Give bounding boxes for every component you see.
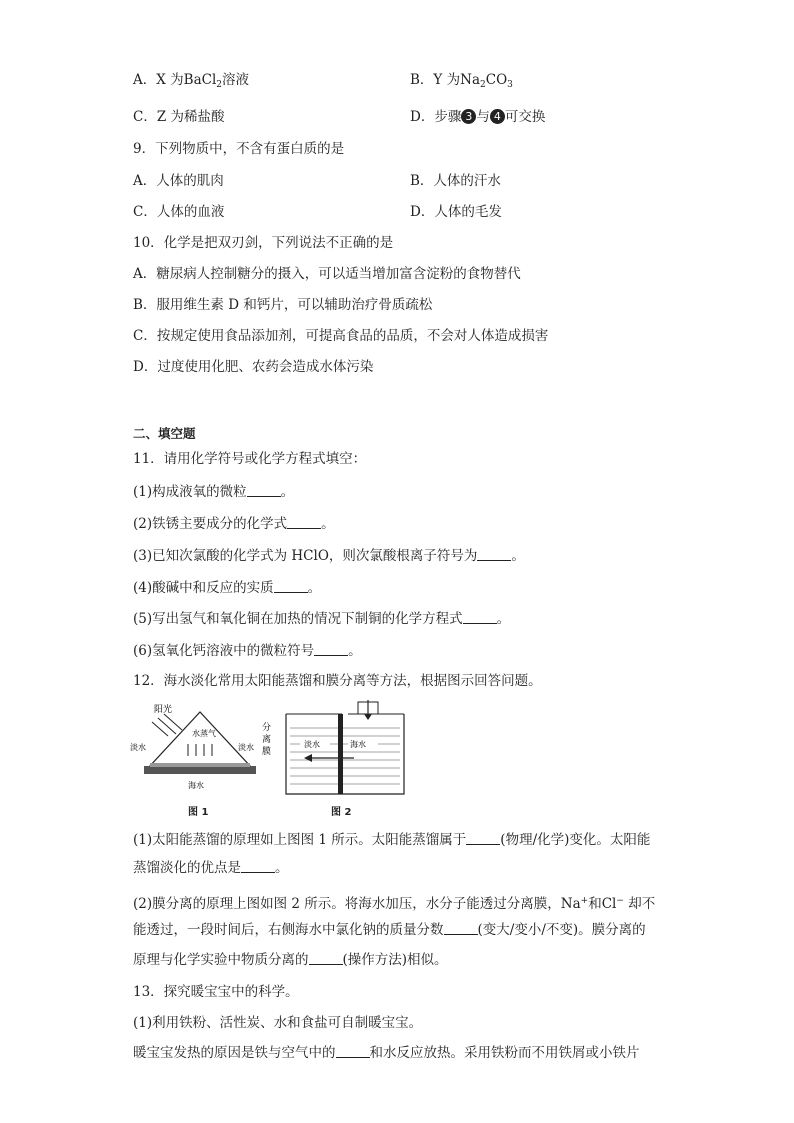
fig2-membrane-label-1: 分 xyxy=(262,723,272,733)
answer-blank xyxy=(287,515,321,529)
solar-distillation-figure xyxy=(130,700,265,805)
q13-stem: 13．探究暖宝宝中的科学。 xyxy=(133,984,299,1000)
q11-part-6: (6)氢氧化钙溶液中的微粒符号 。 xyxy=(133,643,362,659)
fig1-sea-label: 海水 xyxy=(188,781,204,790)
q12-part-2-line-3: 原理与化学实验中物质分离的 (操作方法)相似。 xyxy=(133,952,448,968)
answer-blank xyxy=(444,921,478,935)
fig2-sea-label: 海水 xyxy=(350,740,366,749)
q11-part-4: (4)酸碱中和反应的实质 。 xyxy=(133,580,322,596)
fig1-fresh-left-label: 淡水 xyxy=(130,743,146,752)
q9-option-a: A．人体的肌肉 xyxy=(133,173,224,189)
q12-part-2-line-1: (2)膜分离的原理上图如图 2 所示。将海水加压，水分子能透过分离膜，Na+和Cl− 却不 xyxy=(133,896,656,912)
membrane-separation-figure xyxy=(262,700,412,805)
membrane xyxy=(338,714,343,794)
q11-part-5: (5)写出氢气和氧化铜在加热的情况下制铜的化学方程式 。 xyxy=(133,611,511,627)
q10-option-b: B．服用维生素 D 和钙片，可以辅助治疗骨质疏松 xyxy=(133,297,433,313)
answer-blank xyxy=(463,610,497,624)
circled-number: 4 xyxy=(490,109,505,124)
q8-option-b: B．Y 为$Na_2CO_3$ xyxy=(410,72,513,90)
answer-blank xyxy=(314,642,348,656)
q12-part-1-line-1: (1)太阳能蒸馏的原理如上图图 1 所示。太阳能蒸馏属于 (物理/化学)变化。太阳能 xyxy=(133,832,651,848)
figure-1-caption: 图 1 xyxy=(188,807,209,818)
q13-part-1-line-2: 暖宝宝发热的原因是铁与空气中的 和水反应放热。采用铁粉而不用铁屑或小铁片 xyxy=(133,1045,640,1061)
q9-option-d: D．人体的毛发 xyxy=(410,204,502,220)
q10-option-a: A．糖尿病人控制糖分的摄入，可以适当增加富含淀粉的食物替代 xyxy=(133,266,521,282)
figure-2-caption: 图 2 xyxy=(331,807,352,818)
q11-part-1: (1)构成液氧的微粒 。 xyxy=(133,484,295,500)
circled-number: 3 xyxy=(461,109,476,124)
q10-option-d: D．过度使用化肥、农药会造成水体污染 xyxy=(133,359,374,375)
fig1-vapor-label: 水蒸气 xyxy=(192,729,216,738)
answer-blank xyxy=(247,483,281,497)
q11-stem: 11．请用化学符号或化学方程式填空： xyxy=(133,451,367,467)
q9-stem: 9．下列物质中，不含有蛋白质的是 xyxy=(133,141,345,157)
answer-blank xyxy=(274,579,308,593)
glass-cover xyxy=(148,712,252,768)
q11-part-2: (2)铁锈主要成分的化学式 。 xyxy=(133,516,335,532)
q8-option-c: C．Z 为稀盐酸 xyxy=(133,109,225,125)
q11-part-3: (3)已知次氯酸的化学式为 HClO，则次氯酸根离子符号为 。 xyxy=(133,548,525,564)
answer-blank xyxy=(309,951,343,965)
q8-option-a: A．X 为BaCl$_2$溶液 xyxy=(133,72,250,90)
q9-option-b: B．人体的汗水 xyxy=(410,173,501,189)
q8-option-d: D．步骤 3 与 4 可交换 xyxy=(410,109,546,125)
tank xyxy=(286,714,404,794)
answer-blank xyxy=(477,547,511,561)
fig1-fresh-right-label: 淡水 xyxy=(238,743,254,752)
q13-part-1: (1)利用铁粉、活性炭、水和食盐可自制暖宝宝。 xyxy=(133,1015,423,1031)
fig2-fresh-label: 淡水 xyxy=(304,740,320,749)
q9-option-c: C．人体的血液 xyxy=(133,204,225,220)
answer-blank xyxy=(241,859,275,873)
fig1-sun-label: 阳光 xyxy=(154,705,173,715)
answer-blank xyxy=(336,1044,370,1058)
q10-stem: 10．化学是把双刃剑，下列说法不正确的是 xyxy=(133,235,394,251)
q12-part-1-line-2: 蒸馏淡化的优点是 。 xyxy=(133,860,289,876)
q12-part-2-line-2: 能透过，一段时间后，右侧海水中氯化钠的质量分数 (变大/变小/不变)。膜分离的 xyxy=(133,922,646,938)
q12-stem: 12．海水淡化常用太阳能蒸馏和膜分离等方法，根据图示回答问题。 xyxy=(133,673,542,689)
chem-formula: BaCl xyxy=(183,72,217,88)
fig2-membrane-label-3: 膜 xyxy=(262,747,272,757)
fig2-membrane-label-2: 离 xyxy=(262,735,272,745)
q10-option-c: C．按规定使用食品添加剂，可提高食品的品质，不会对人体造成损害 xyxy=(133,328,549,344)
answer-blank xyxy=(466,831,500,845)
section-heading: 二、填空题 xyxy=(133,426,196,441)
water-basin xyxy=(144,766,256,774)
